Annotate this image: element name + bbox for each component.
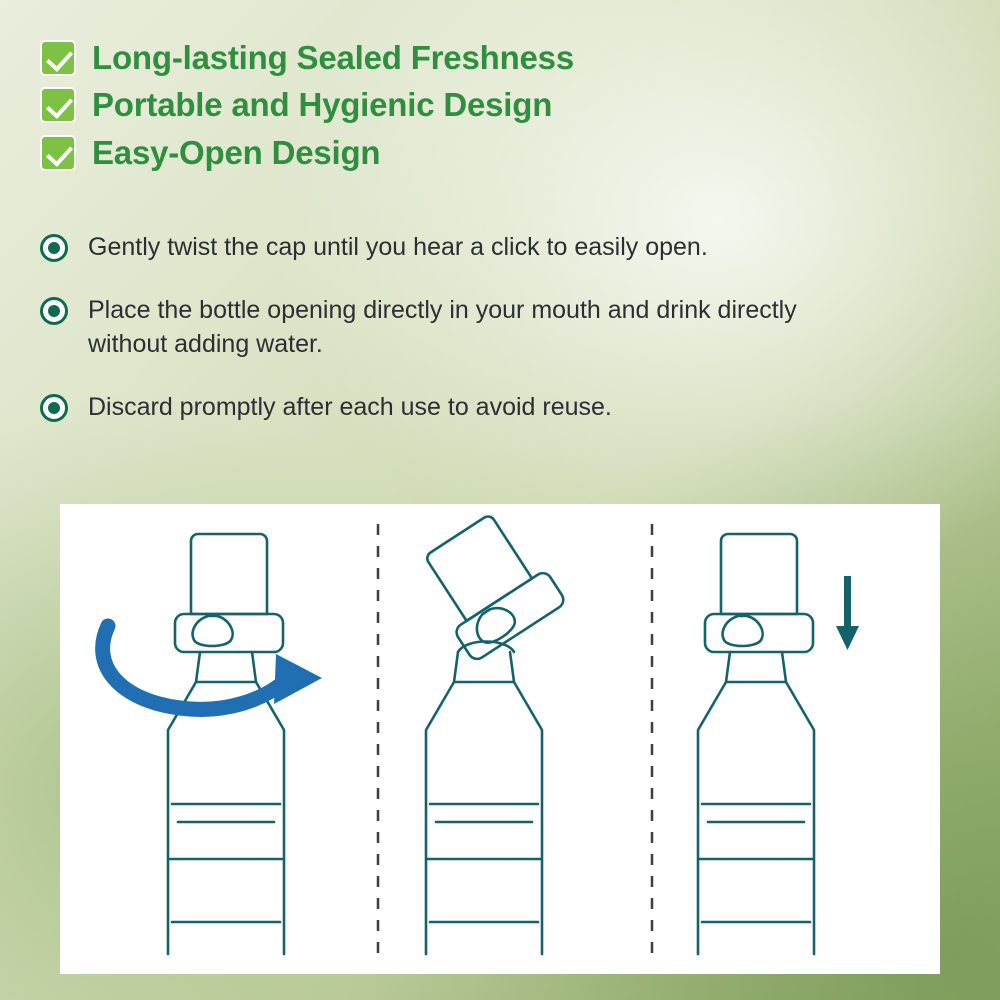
feature-label: Easy-Open Design xyxy=(92,133,381,171)
feature-label: Portable and Hygienic Design xyxy=(92,86,553,124)
feature-label: Long-lasting Sealed Freshness xyxy=(92,39,574,76)
feature-item xyxy=(40,40,940,76)
radio-dot-icon xyxy=(40,297,68,325)
illustration-panel xyxy=(60,504,940,974)
remove-cap-step xyxy=(411,505,566,954)
instruction-item xyxy=(40,230,920,265)
instruction-text: Gently twist the cap until you hear a click to easily open. xyxy=(88,233,708,261)
rotate-arrow-icon xyxy=(103,626,322,709)
check-icon xyxy=(40,87,76,123)
radio-dot-icon xyxy=(40,234,68,262)
feature-item xyxy=(40,135,940,171)
drink-step xyxy=(698,534,814,954)
instruction-item xyxy=(40,390,920,425)
twist-cap-step xyxy=(168,534,284,954)
feature-item xyxy=(40,87,940,123)
instruction-list xyxy=(40,230,920,452)
instruction-text: Discard promptly after each use to avoid reuse. xyxy=(88,392,612,421)
instruction-item xyxy=(40,293,920,362)
down-arrow-icon xyxy=(836,576,859,650)
feature-checklist xyxy=(40,40,940,182)
radio-dot-icon xyxy=(40,394,68,422)
instruction-text: Place the bottle opening directly in your mouth and drink directly without adding water. xyxy=(88,295,797,358)
check-icon xyxy=(40,135,76,171)
check-icon xyxy=(40,40,76,76)
